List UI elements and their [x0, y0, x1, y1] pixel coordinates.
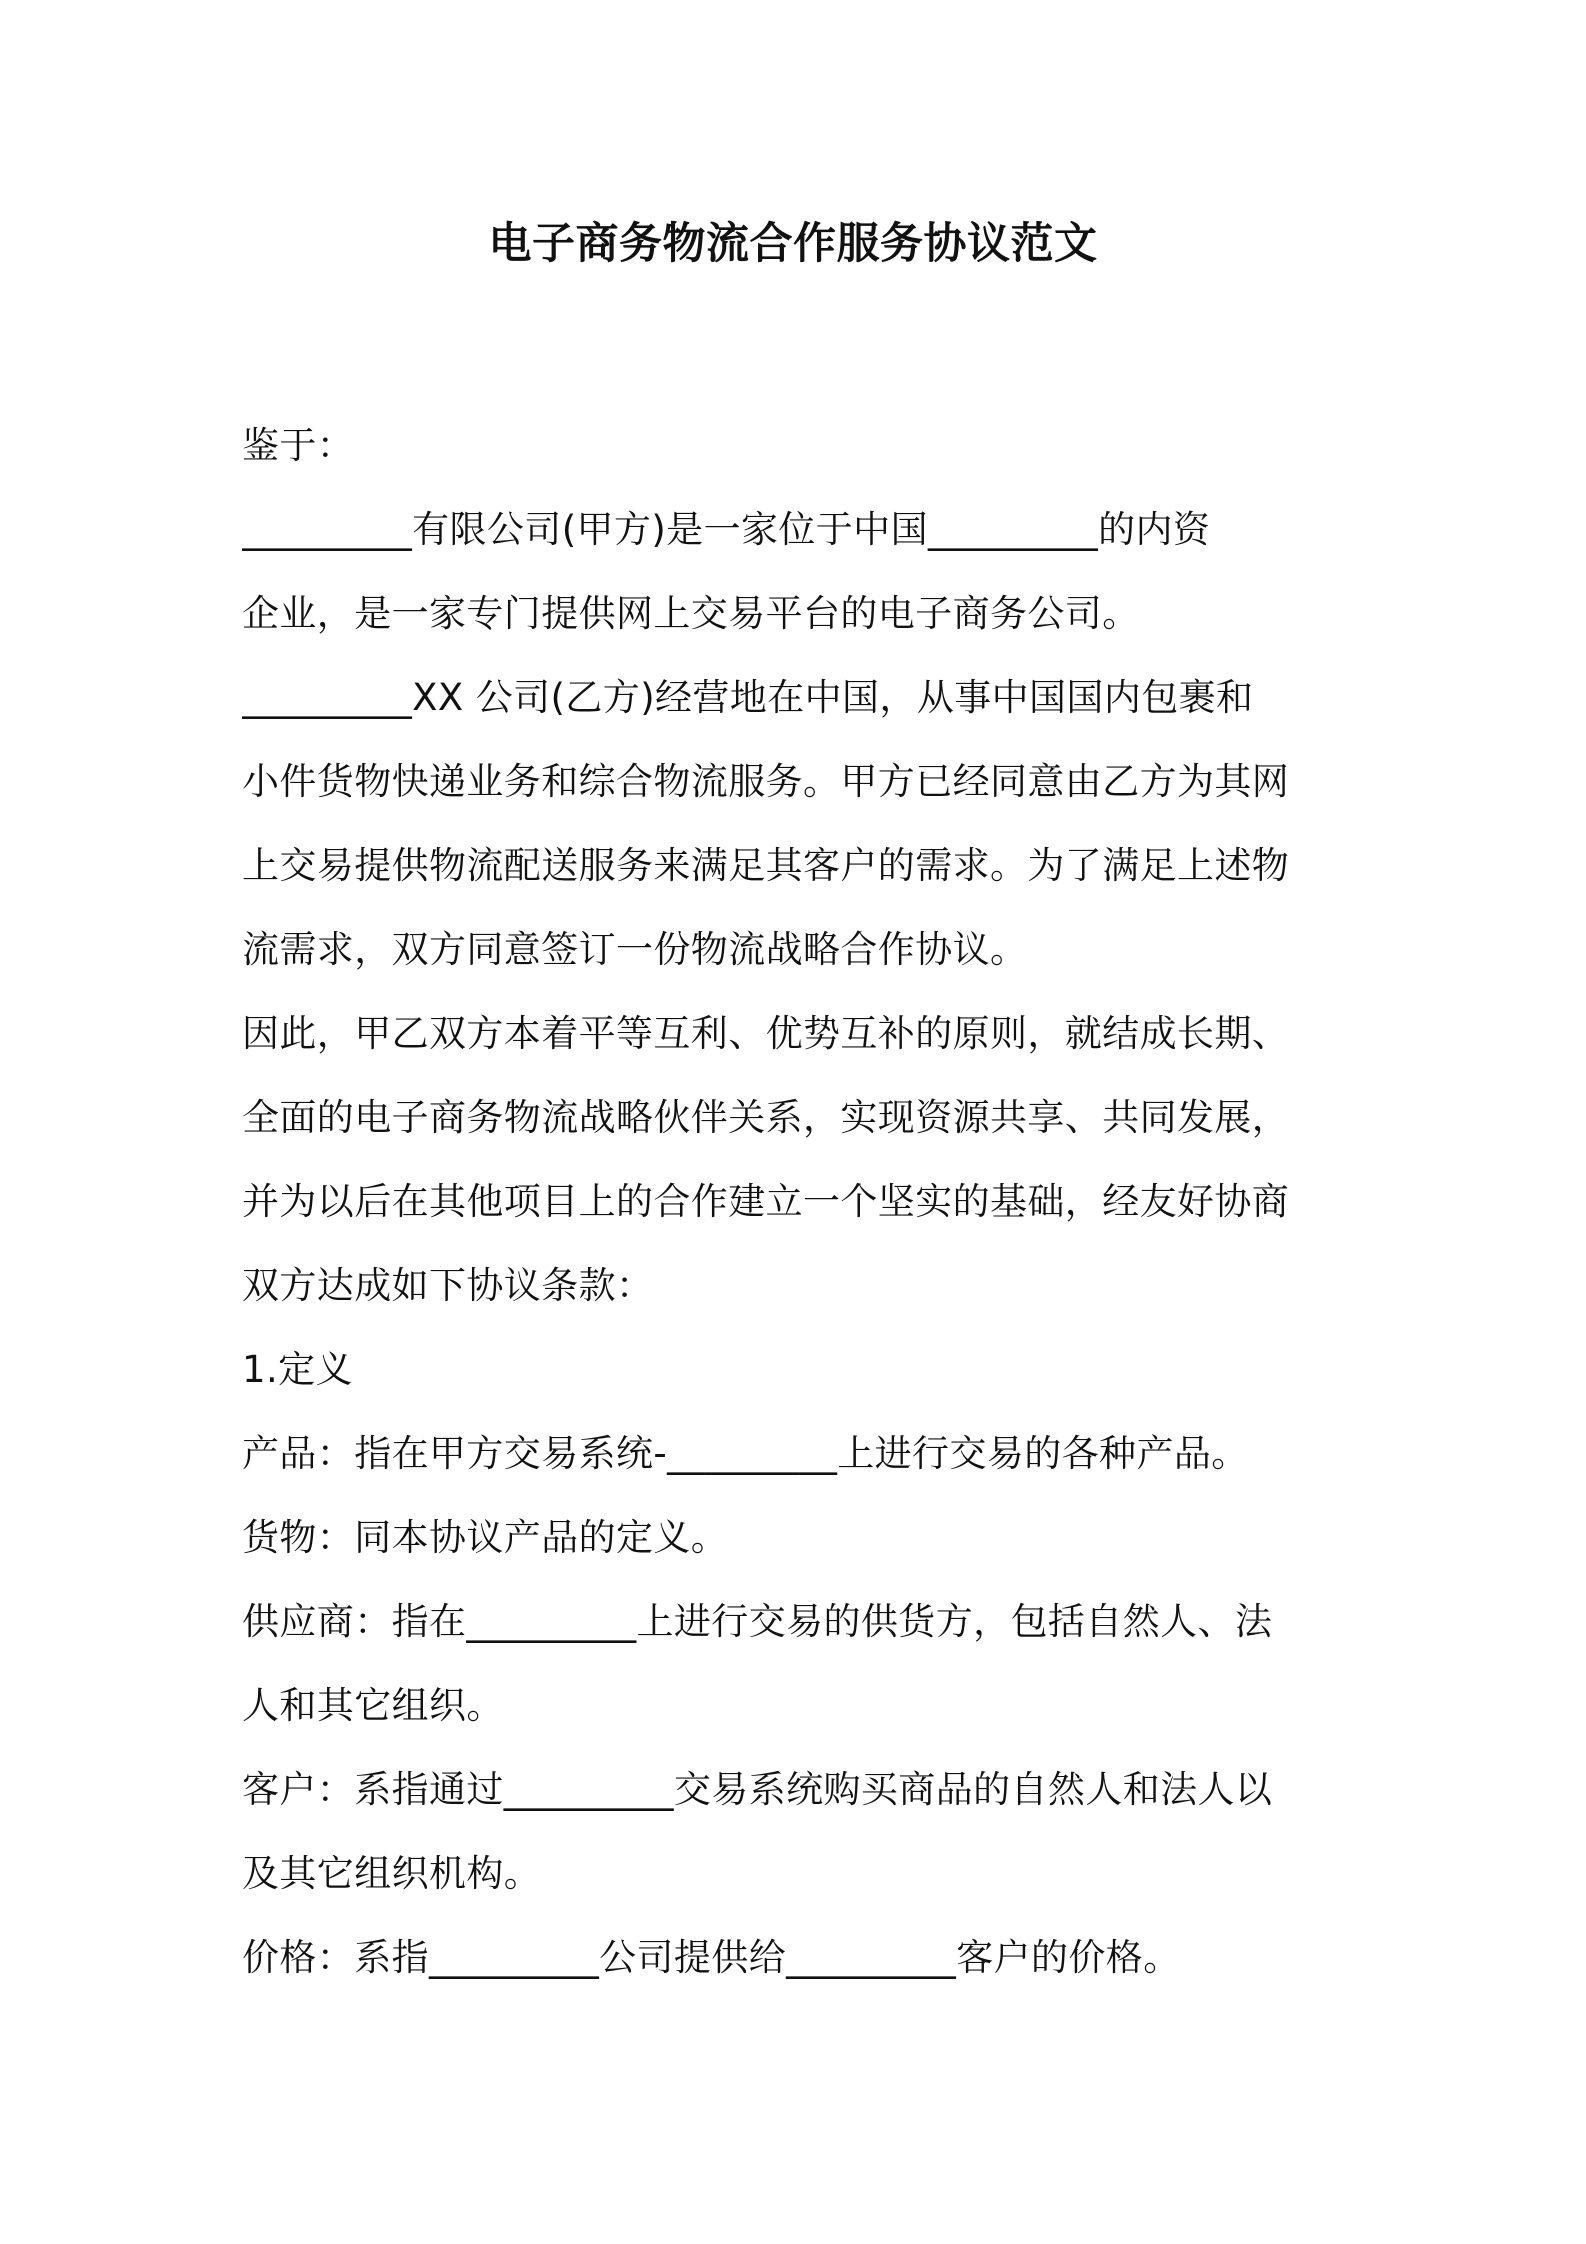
text-line: 因此，甲乙双方本着平等互利、优势互补的原则，就结成长期、	[242, 1012, 1290, 1055]
text-line: _________XX 公司(乙方)经营地在中国，从事中国国内包裹和	[242, 676, 1254, 719]
text-line: 企业，是一家专门提供网上交易平台的电子商务公司。	[242, 592, 1140, 635]
text-line: 流需求，双方同意签订一份物流战略合作协议。	[242, 928, 1028, 971]
text-line: 小件货物快递业务和综合物流服务。甲方已经同意由乙方为其网	[242, 760, 1290, 803]
text-line: _________有限公司(甲方)是一家位于中国_________的内资	[242, 508, 1211, 551]
text-line: 全面的电子商务物流战略伙伴关系，实现资源共享、共同发展，	[242, 1096, 1290, 1139]
text-line: 鉴于：	[242, 424, 355, 467]
text-line: 供应商：指在_________上进行交易的供货方，包括自然人、法	[242, 1600, 1273, 1643]
document-body	[242, 404, 1354, 2000]
text-line: 客户：系指通过_________交易系统购买商品的自然人和法人以	[242, 1768, 1273, 1811]
document-title: 电子商务物流合作服务协议范文	[488, 219, 1098, 269]
text-line: 产品：指在甲方交易系统-_________上进行交易的各种产品。	[242, 1432, 1249, 1475]
text-line: 人和其它组织。	[242, 1684, 504, 1727]
text-line: 货物：同本协议产品的定义。	[242, 1516, 729, 1559]
text-line: 双方达成如下协议条款：	[242, 1264, 654, 1307]
text-line: 及其它组织机构。	[242, 1852, 542, 1895]
text-line: 上交易提供物流配送服务来满足其客户的需求。为了满足上述物	[242, 844, 1290, 887]
text-line: 价格：系指_________公司提供给_________客户的价格。	[242, 1936, 1181, 1979]
text-line: 并为以后在其他项目上的合作建立一个坚实的基础，经友好协商	[242, 1180, 1290, 1223]
section-heading: 1.定义	[242, 1348, 353, 1391]
